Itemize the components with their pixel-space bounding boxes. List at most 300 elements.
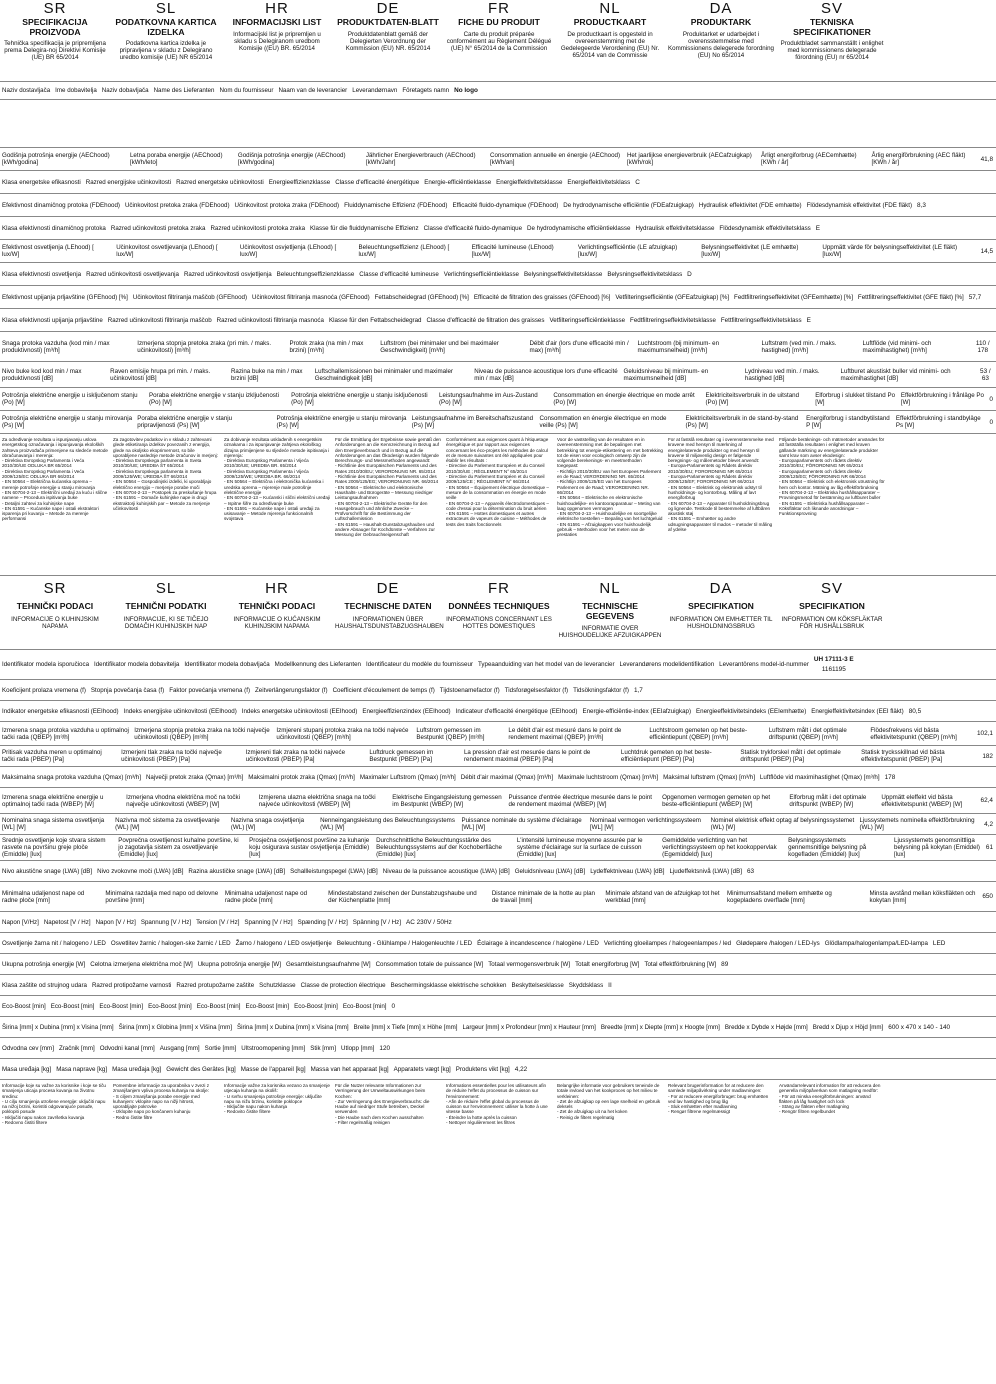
row-value: 8,3 [917,201,926,209]
row-label: Razred protupožarne zaštite [176,981,255,989]
top-header-col [666,0,777,81]
row-label: Consommation en énergie électrique en mode arrêt (Po) [W] [553,392,695,406]
column-subtitle: INFORMACIJE, KI SE TIČEJO DOMAČIH KUHINJSKIH NAP [123,615,209,630]
row-value: 89 [721,960,729,968]
row-label: Belysningseffektivitetsklasse [524,270,603,278]
column-subtitle: INFORMATIONS CONCERNANT LES HOTTES DOMESTIQUES [446,615,552,630]
row-label: Utlopp [mm] [341,1044,375,1052]
compliance-note: Für die Ermittlung der Ergebnisse sowie gemäß den Anforderungen an die Kennzeichnung in Bezug auf den Energieverbrauch und in Bezug auf die Anforderungen an das Ökodesign wurden folgende Berechnungs- und Messmethoden angewandt: - Richtlinie des Europäischen Parlaments und des Rates 2010/30/EU; VERORDNUNG NR. 65/2014 - Richtlinie des Europäischen Parlaments und des Rates 2009/125/EG; VERORDNUNG NR. 66/2014 - EN 50564 – Elektrische und elektronische Haushalts- und Bürogeräte – Messung niedriger Leistungsaufnahmen - EN 60704-2-13 – Elektrische Geräte für den Hausgebrauch und ähnliche Zwecke – Prüfvorschrift für die Bestimmung der Luftschallemission - EN 61591 – Haushalt-Dunstabzugshauben und andere Absauger für Kochdünste – Verfahren zur Messung der Gebrauchseigenschaft [335,437,441,538]
row-label: Leistungsaufnahme im Bereitschaftszustand (Ps) [W] [411,415,534,429]
table-row [0,722,996,746]
row-label: Energie-efficiëntieklasse [424,178,492,186]
row-label: Le débit d'air est mesuré dans le point de rendement maximal (QBEP) [m³/h] [508,726,622,741]
table-row [0,933,996,954]
row-label: Maximaler Luftstrom (Qmax) [m³/h] [359,773,456,781]
language-code: FR [488,580,510,597]
compliance-note: Za zagotovitev podatkov in v skladu z zahtevami glede etiketiranja izdelkov povezanih z energijo, glede na okoljsko ekoprimernost, so bile uporabljene naslednje metode izračunov in merjenj: - Direktiva Evropskega parlamenta in Sveta 2010/30/UE; UREDBA ŠT 65/2014 - Direktiva Evropskega parlamenta in Sveta 2009/125/WE; UREDBA ŠT 66/2014 - EN 50564 – Gospodinjski izdelki, ki uporabljajo električno energijo – merjenje porabe moči - EN 60704-2-13 – Postopek za preskušanje hrupa - EN 61591 – Domače kuhinjske nape in drugi ekstraktorji kuhinjskih par – Metode za merjenje učinkovitosti [113,437,218,511]
top-header-col [444,0,555,81]
row-label: Largeur [mm] x Profondeur [mm] x Hauteur [mm] [462,1023,596,1031]
value-column-spacer [888,1083,996,1176]
table-row [0,1059,996,1080]
user-info-note: Informations essentielles pour les utilisateurs afin de réduire l'effet du processus de cuisson sur l'environnement: - Afin de réduire l'effet global du processus de cuisson sur l'environnement: utiliser la hotte à une vitesse basse - Éteindre la hotte après la cuisson - Nettoyer régulièrement les filtres [446,1083,548,1126]
row-value-cell [931,940,948,947]
column-subtitle: INFORMATIE OVER HUISHOUDELIJKE AFZUIGKAPPEN [558,625,662,640]
row-value: 600 x 470 x 140 - 140 [888,1023,951,1031]
table-row [0,1038,996,1059]
row-value-cell [980,893,996,900]
row-label: Luchtstroom (bij minimum- en maximumsnelheid) [m³/h] [637,339,720,354]
user-info-note: Belangrijke informatie voor gebruikers teneinde de totale invloed van het kookproces op het milieu te verkleinen: - Zet de afzuigkap op een lage snelheid en gebruik deksels - Zet de afzuigkap uit na het koken - Reinig de filters regelmatig [557,1083,661,1120]
table-row [0,861,996,882]
row-label: Poraba električne energije v stanju pripravljenosti (Ps) [W] [137,415,233,429]
row-label: Širina [mm] x Globina [mm] x Višina [mm] [118,1023,232,1031]
row-label: Schallleistungspegel (LWA) [dB] [290,867,378,875]
row-label: Leverandørnavn [352,87,398,94]
table-row [0,680,996,701]
bottom-header-col [222,576,333,649]
row-label: Potrošnja električne energije u stanju mirovanja (Ps) [W] [276,415,407,429]
row-label: Consommation en énergie électrique en mode veille (Ps) [W] [539,415,667,429]
row-label: Efficacité lumineuse (LEhood) [lux/W] [471,244,554,258]
top-notes [0,434,996,576]
row-label: Elforbrug målt i det optimale driftspunkt (WBEP) [W] [789,793,867,808]
row-label: Minimumsafstand mellem emhætte og kogepladens overflade [mm] [726,889,832,904]
row-label: Breedte [mm] x Diepte [mm] x Hoogte [mm] [600,1023,720,1031]
table-row [0,263,996,286]
row-label: Tidsforøgelsesfaktor (f) [504,686,569,694]
language-code: HR [265,0,289,17]
row-value: 4,2 [984,820,993,828]
row-label: Naziv dobavljača [101,87,149,94]
row-label: Eco-Boost [min] [245,1002,290,1010]
row-label: Bredde x Dybde x Højde [mm] [724,1023,808,1031]
table-row [0,194,996,217]
row-label: Lydeffektniveau (LWA) [dB] [590,867,665,875]
row-label: Total effektförbrukning [W] [644,960,717,968]
column-subtitle: De productkaart is opgesteld in overeenstemming met de Gedelegeerde Verordening (EU) Nr. 65/2014 van de Commissie [560,30,660,60]
row-label: Mindestabstand zwischen der Dunstabzugshaube und der Küchenplatte [mm] [328,889,477,904]
row-label: Produktens vikt [kg] [455,1065,510,1073]
row-value-cell [390,1003,399,1010]
row-label: Classe d'efficacité énergétique [335,178,420,186]
row-label: Godišnja potrošnja energije (AEChood) [kWh/godina] [2,152,110,166]
column-title: TEHNIČKI PODACI [238,601,316,611]
compliance-note: Za određivanje rezultata u ispunjavanju uslova energetskog označavanja i ispunjavanja ekoloških zahteva proizvođača primenjene su sledeće metode obračunavanja i merenja: - Direktiva Evropskog Parlamenta i Veća 2010/30/UE ODLUKA BR 65/2014 - Direktiva Evropskog Parlamenta i Veća 2009/125/EC ODLUKA BR 66/2014 - EN 50564 – Električna kućanska oprema – merenje potrošnje energije u stanju mirovanja - EN 60704-2-13 – Električni uređaji za kuću i slične namene – Procedura ispitivanja buke - Detaljni zahtevi za kuhinjske nape - EN 61591 – Kućanske nape i ostali ekstraktori isparenja pri kuvanju – Metode za merenje performansi [2,437,108,522]
row-label: L'intensité lumineuse moyenne assurée par le système d'éclairage sur la surface de cuisson (Emiddle) [lux] [516,837,643,858]
compliance-note: Conformément aux exigences quant à l'étiquetage énergétique et par rapport aux exigences concernant les éco-projets les méthodes de calcul et de mesure suivantes ont été appliquées pour établir les résultats : - Directive du Parlement Européen et du Conseil 2010/30/UE ; RÈGLEMENT N° 65/2014 - Directive du Parlement Européen et du Conseil 2009/125/CE ; RÈGLEMENT N° 66/2014 - EN 50564 – Équipement électrique domestique – mesure de la consommation en énergie en mode veille - EN 60704-2-13 – Appareils électrodomestiques – code d'essai pour la détermination du bruit aérien - EN 61591 – Hottes domestiques et autres extracteurs de vapeurs de cuisine – Méthodes de tests des traits fonctionnels [446,437,549,527]
row-label: Luftflöde vid maximihastighet (Qmax) [m³/h] [759,773,880,781]
row-label: Skyddsklass [568,981,604,989]
row-label: Jährlicher Energieverbrauch (AEChood) [kWh/Jahr] [365,152,476,166]
row-value: 120 [379,1044,391,1052]
row-label: Gesamtleistungsaufnahme [W] [285,960,371,968]
row-label: Modellkennung des Lieferanten [274,661,361,668]
row-label: Leverantörens model-id-nummer [719,661,809,668]
row-label: Zeitverlängerungsfaktor (f) [255,686,328,694]
value-column-header [888,0,996,81]
row-label: Minsta avstånd mellan köksfläkten och kokytan [mm] [869,889,976,904]
user-info-note: Pomembne informacije za uporabnika v zvezi z zmanjšanjem vpliva procesa kuhanja na okolje: - S ciljem zmanjšanja porabe energije med kuhanjem: vklopite napo na nižji hitrosti, uporabljajte pokrovke - Izklopite napo po končanem kuhanju - Redno čistite filtre [113,1083,210,1120]
row-value-cell [632,687,646,694]
language-code: DE [376,0,400,17]
row-label: Energiforbrug i standbytilstand P [W] [806,415,890,429]
language-code: SL [155,0,177,17]
row-label: Vetfilteringsefficiëntie (GFEafzuigkap) [%] [615,293,730,301]
row-label: Ukupna potrošnja energije [W] [197,960,281,968]
row-label: Izmerjeni tlak zraka na točki največje učinkovitosti (PBEP) [Pa] [121,749,222,763]
top-header-col [222,0,333,81]
row-value: 62,4 [980,797,993,804]
row-label: Årlig energiförbrukning (AEC fläkt) [KWh / år] [871,152,966,166]
row-label: Stopnja povečanja časa (f) [90,686,165,694]
row-label: Celotna izmerjena električna moč [W] [90,960,193,968]
column-title: TEHNIČNI PODATKI [125,601,207,611]
row-label: Ausgang [mm] [159,1044,200,1052]
row-label: Eco-Boost [min] [294,1002,338,1010]
row-value-cell [907,708,924,715]
top-header-col [111,0,222,81]
row-value: 14,5 [980,247,994,255]
row-label: Pritisak vazduha meren u optimalnoj tački rada (PBEP) [Pa] [2,749,102,763]
row-value: 0 [989,418,993,426]
table-row [0,171,996,194]
row-label: Luchtstroom gemeten op het beste-efficiëntiepunt (QBEP) [m³/h] [649,726,748,741]
column-title: FICHE DU PRODUIT [458,17,540,27]
row-value: 80,5 [908,707,922,715]
row-label: Identifikator modela dobavljača [184,661,270,668]
row-label: Odvodna cev [mm] [2,1044,54,1052]
row-label: Razina akustičke snage (LWA) [dB] [188,867,286,875]
column-subtitle: INFORMATION OM EMHÆTTER TIL HUSHOLDNINGSBRUG [669,615,773,630]
row-value: II [608,981,612,989]
row-label: Največji pretok zraka (Qmax) [m³/h] [145,773,244,781]
bottom-header-col [555,576,666,649]
row-value: C [635,178,640,186]
row-value-secondary: 1161195 [821,666,846,673]
row-label: Faktor povećanja vremena (f) [169,686,251,694]
row-value: 57,7 [968,293,982,301]
row-label: Beschermingsklasse elektrische schokken [390,981,507,989]
row-label: Uppmätt eleffekt vid bästa effektivitetspunkt (WBEP) [W] [881,793,963,808]
row-label: Napon [V / Hz] [95,918,136,926]
row-label: Luftburet akustiskt buller vid minimi- och maximihastighet [dB] [840,367,951,382]
row-label: Classe de protection électrique [300,981,386,989]
row-label: Izmerena snaga protoka vazduha u optimalnoj tački rada (QBEP) [m³/h] [2,726,129,741]
row-value: 0 [989,395,993,403]
row-label: Učinkovitost osvjetljenja (LEhood) [ lux/W] [239,244,337,258]
row-label: Efektivnost osvetljenja (LEhood) [ lux/W] [2,244,94,258]
row-value: 102,1 [976,730,993,737]
row-label: Elforbrug i slukket tilstand Po [W] [815,392,896,406]
table-row [0,332,996,362]
row-label: Belysningseffektivitet (LE emhætte) [lux/W] [701,244,799,258]
row-label: Gemiddelde verlichting van het verlichtingssysteem op het kookoppervlak (Egemiddeld) [lux] [662,837,777,858]
column-title: TEHNIČKI PODACI [16,601,94,611]
row-label: Débit d'air (lors d'une efficacité min / max) [m³/h] [529,339,629,354]
top-data-table [0,82,996,148]
row-label: Efficacité de filtration des graisses (GFEhood) [%] [473,293,611,301]
table-row [0,650,996,680]
row-label: Schutzklasse [259,981,296,989]
compliance-note: For at fastslå resultater og i overensstemmelse med kravene med hensyn til mærkning af energirelaterede produkter og med hensyn til kravene til miljøvenlig design er følgende beregnings- og målemetoder blevet anvendt: - Europa-Parlamentets og Rådets direktiv 2010/30/EU; FORORDNING NR 65/2014 - Europa-Parlamentets og Rådets direktiv 2009/125/EF; FORORDNING NR 66/2014 - EN 50564 – Elektrisk og elektronisk udstyr til husholdnings- og kontorbrug. Måling af lavt energiforbrug - EN 60704-2-13 – Apparater til husholdningsbrug og lignende. Testkode til bestemmelse af luftbåren akustisk støj - EN 61591 – Emhætter og andre udsugningsapparater til mados – metoder til måling af ydelse [668,437,774,533]
row-label: Breite [mm] x Tiefe [mm] x Höhe [mm] [353,1023,458,1031]
row-label: Sortie [mm] [204,1044,237,1052]
table-row [0,996,996,1017]
row-label: Klasa efektivnosti dinamičnog protoka [2,224,106,232]
row-label: Učinkovitost filtriranja maščob (GFEhood) [132,293,248,301]
row-label: Hydraulisk effektivitet (FDE emhætte) [698,201,802,209]
row-label: Nominel elektrisk effekt optag af belysningssystemet (WL) [W] [710,817,855,831]
row-label: Niveau de puissance acoustique lors d'une efficacité min / max [dB] [474,367,618,382]
row-label: Luftdruck gemessen im Bestpunkt (PBEP) [Pa] [369,749,434,763]
row-label: Klasa energetske efikasnosti [2,178,81,186]
row-label: Minimalna udaljenost nape od radne ploče [mm] [224,889,308,904]
table-row [0,767,996,788]
row-label: Flödesdynamisk effektivitet (FDE fläkt) [806,201,913,209]
row-value: UH 17111-3 E [813,656,854,663]
row-label: Napetost [V / Hz] [43,918,91,926]
row-label: Spænding [V / Hz] [297,918,348,926]
row-label: Maximale luchtstroom (Qmax) [m³/h] [558,773,659,781]
bottom-header [0,576,996,650]
row-label: Energieffektivitetsklass [567,178,631,186]
row-value: No logo [454,87,478,94]
bottom-header-col [0,576,111,649]
row-label: Geluidsniveau (LWA) [dB] [514,867,586,875]
table-row [0,362,996,388]
row-label: Fettfiltreringseffektivitet (GFE fläkt) [%] [857,293,964,301]
row-label: Luchtdruk gemeten op het beste-efficiëntiepunt (PBEP) [Pa] [620,749,712,763]
row-value-cell [377,1045,393,1052]
language-code: SV [820,580,843,597]
column-title: SPECIFIKATION [799,601,865,611]
row-label: Ultstroomopening [mm] [241,1044,306,1052]
row-label: Flödesfrekvens vid bästa effektivitetspunkt (QBEP) [m³/h] [870,726,957,741]
row-label: Indeks energijske učinkovitosti (EEIhood) [123,707,237,715]
row-label: Eco-Boost [min] [2,1002,46,1010]
row-label: Indeks energetske učinkovitosti (EEIhood) [241,707,358,715]
table-row [0,148,996,171]
row-label: Lydniveau ved min. / maks. hastighed [dB] [744,367,820,382]
row-label: Fedtfiltreringseffektivitet (GFEemhætte) [%] [734,293,853,301]
bottom-parameter-rows [0,650,996,1080]
language-code: DE [376,580,400,597]
row-label: Ime dobavitelja [55,87,97,94]
row-label: Eco-Boost [min] [50,1002,95,1010]
row-label: Eco-Boost [min] [99,1002,144,1010]
row-label: Elektriciteitsverbruik in de stand-by-stand (Ps) [W] [685,415,799,429]
row-value: 110 / 178 [975,339,990,354]
row-label: Beleuchtung - Glühlampe / Halogenleuchte / LED [336,939,473,947]
row-value: LED [932,939,946,947]
row-label: Fluiddynamische Effizienz (FDEhood) [344,201,448,209]
row-label: Masa naprave [kg] [56,1065,108,1073]
column-subtitle: INFORMATIONEN ÜBER HAUSHALTSDUNSTABZUGSHAUBEN [335,615,444,630]
row-value: D [687,270,692,278]
table-row [0,286,996,309]
table-row [0,954,996,975]
row-label: Učinkovitost protoka zraka (FDEhood) [234,201,340,209]
row-label: Distance minimale de la hotte au plan de travail [mm] [491,889,595,904]
row-label: Consommation annuelle en énergie (AEChood) [kWh/an] [490,152,621,166]
row-value: AC 230V / 50Hz [405,918,452,926]
row-label: Maksimalni protok zraka (Qmax) [m³/h] [248,773,355,781]
row-label: Ljussystemets nominella effektförbrukning (WL) [W] [859,817,975,831]
row-label: Razred učinkovitosti pretoka zraka [110,224,206,232]
row-label: Fedtfiltreringseffektivitetsklasse [630,316,716,324]
row-label: Glødepære /halogen / LED-lys [736,939,820,947]
row-label: Energieeffektivitetsindeks (EEIemhætte) [696,707,807,715]
row-label: Maksimal luftstrøm (Qmax) [m³/h] [663,773,755,781]
row-label: Beskyttelsesklasse [511,981,564,989]
row-label: Opgenomen vermogen gemeten op het beste-efficiëntiepunt (WBEP) [W] [662,793,771,808]
language-code: NL [599,580,621,597]
column-title: TECHNISCHE DATEN [344,601,432,611]
row-label: Masse de l'appareil [kg] [240,1065,306,1073]
row-label: Maksimalna snaga protoka vazduha (Qmax) [m³/h] [2,773,141,781]
row-label: Energieffektivitetsindex (EEI fläkt) [811,707,904,715]
row-label: Srednje osvetljenje koje stvara sistem rasvete na površinu greje ploče (Emiddle) [lux] [2,837,106,858]
row-label: Name des Lieferanten [153,87,215,94]
row-label: Godišnja potrošnja energije (AEChood) [kWh/godina] [237,152,346,166]
row-label: Luftstrøm målt i det optimale driftspunkt (QBEP) [m³/h] [768,726,847,741]
row-value-cell [719,961,731,968]
row-label: Povprečna osvetljenost kuhalne površine, ki jo zagotavlja sistem za osvetljevanje (Emiddle) [lux] [118,837,239,858]
row-label: Effektförbrukning i standbyläge Ps [W] [895,415,981,429]
column-title: PRODUCTKAART [573,17,647,27]
row-label: Eco-Boost [min] [196,1002,241,1010]
row-label: Leistungsaufnahme im Aus-Zustand (Po) [W] [439,392,538,406]
row-label: Verlichtingsefficiëntieklasse [443,270,519,278]
row-label: Osvetlitev žarnic / halogen-ske žarnic / LED [110,939,231,947]
row-label: Energieffektivitetsklasse [496,178,563,186]
row-label: Razred protipožarne varnosti [91,981,172,989]
row-value-cell [606,982,615,989]
row-label: Efficacité fluido-dynamique (FDEhood) [452,201,559,209]
row-label: Učinkovitost osvetljevanja (LEhood) [ lux/W] [116,244,218,258]
table-row [0,788,996,814]
row-label: Ukupna potrošnja energije [W] [2,960,86,968]
row-value: 61 [985,844,993,851]
column-subtitle: Tehnička specifikacija je pripremljena prema Delegira-noj Direktivi Komisije (UE) BR 65/2014 [4,40,106,62]
row-value-cell [886,1024,953,1031]
row-label: Luftflöde (vid minimi- och maximihastighet) [m³/h] [862,339,932,354]
row-label: Vetfilteringsefficiëntieklasse [549,316,626,324]
compliance-note: Följande beräknings- och mätmetoder användes för att fastställa resultaten i enlighet med kraven gällande märkning av energirelaterade produkter samt krav som avser ekodesign: - Europaparlamentets och rådets direktiv 2010/30/EU; FÖRORDNING NR 65/2014 - Europaparlamentets och rådets direktiv 2009/125/EG; FÖRORDNING NR 66/2014 - EN 50564 – Elektrisk och elektronisk utrustning för hem och kontor. Mätning av låg effektförbrukning - EN 60704-2-13 – Elektriska hushållsapparater – Provningsmetod för bestämning av luftburet buller - EN 61591 – Elektriska hushållsapparater – Köksfläktar och liknande anordningar – Funktionsprovning [779,437,885,517]
table-row [0,912,996,933]
row-label: Luftstrøm (ved min. / maks. hastighed) [m³/h] [761,339,837,354]
row-label: Potrošnja električne energije u stanju mirovanja (Ps) [W] [2,415,133,429]
row-label: Koeficijent prolaza vremena (f) [2,686,86,694]
row-label: Indicateur d'efficacité énergétique (EEIhood) [455,707,578,715]
row-label: Durchschnittliche Beleuchtungsstärke des Beleuchtungssystems auf der Kochoberfläche (Emiddle) [lux] [376,837,502,858]
row-label: Classe d'efficacité lumineuse [359,270,439,278]
bottom-header-col [111,576,222,649]
row-label: Nazivna moč sistema za osvetljevanje (WL) [W] [115,817,220,831]
row-value-cell [404,919,455,926]
row-label: Nenneingangsleistung des Beleuchtungssystems (WL) [W] [320,817,455,831]
table-row [0,411,996,434]
row-label: Bredd x Djup x Höjd [mm] [812,1023,884,1031]
row-label: Minimalna razdalja med napo od delovne površine [mm] [105,889,219,904]
row-label: Belysningssystemets gennemsnitlige belysning på kogefladen (Emiddel) [lux] [788,837,867,858]
row-label: Zračnik [mm] [58,1044,95,1052]
row-label: Izmerjena vhodna električna moč na točki največje učinkovitosti (WBEP) [W] [126,793,240,808]
language-code: SL [155,580,177,597]
row-label: Classe d'efficacité fluido-dynamique [423,224,523,232]
row-label: Snaga protoka vazduha (kod min / max produktivnosti) [m³/h] [2,339,110,354]
row-label: Niveau de la puissance acoustique (LWA) [dB] [382,867,510,875]
row-label: Izmjerena ulazna električna snaga na točki najveće učinkovitosti (WBEP) [W] [258,793,376,808]
table-row [0,701,996,722]
row-label: Širina [mm] x Dubina [mm] x Visina [mm] [2,1023,114,1031]
row-label: Učinkovitost filtriranja masnoća (GFEhood) [252,293,370,301]
row-label: Ljudeffektsnivå (LWA) [dB] [669,867,742,875]
row-label: Leverandørens modelidentifikation [619,661,715,668]
top-header-col [0,0,111,81]
table-row [0,1017,996,1038]
table-row [0,882,996,912]
table-row [0,388,996,411]
row-label: De hydrodynamische efficiëntie (FDEafzuigkap) [563,201,694,209]
row-value: 182 [982,752,993,760]
row-value: 4,22 [514,1065,528,1073]
column-subtitle: Informacijski list je pripremljen u skladu s Delegiranom uredbom Komisije ((EU) BR. 65/2014 [233,30,321,52]
row-value: 53 / 63 [980,367,991,382]
row-label: Razred učinkovitosti osvetljevanja [86,270,179,278]
bottom-header-col [666,576,777,649]
row-label: Tidsökningsfaktor (f) [573,686,629,694]
row-label: Årligt energiforbrug (AECemhætte) [KWh / år] [761,152,857,166]
row-label: Naziv dostavljača [2,87,51,94]
row-label: Učinkovitost pretoka zraka (FDEhood) [124,201,230,209]
row-label: Het jaarlijkse energieverbruik (AECafzuigkap) [kWh/rok] [626,152,752,166]
column-subtitle: Produktarket er udarbejdet i overensstemmelse med Kommissionens delegerede forordning (EU) No 65/2014 [668,30,774,60]
row-label: Glödlampa/halogenlampa/LED-lampa [824,939,928,947]
row-label: Elektrische Eingangsleistung gemessen im Bestpunkt (WBEP) [W] [392,793,502,808]
value-column-spacer [888,437,996,575]
row-label: Uppmätt värde för belysningseffektivitet (LE fläkt) [lux/W] [822,244,958,258]
row-label: Consommation totale de puissance [W] [375,960,484,968]
row-label: Luftschallemissionen bei minimaler und maximaler Geschwindigkeit [dB] [314,367,453,382]
row-label: Prosječna osvjetljenost površine za kuhanje koju osigurava sustav osvjetljenja (Emiddle) [lux] [249,837,370,858]
row-value-cell [975,730,996,737]
row-value: 650 [982,893,993,900]
row-label: Osvetljenje žarna nit / halogeno / LED [2,939,106,947]
row-label: Poraba električne energije v stanju izključenosti (Po) [W] [148,392,279,406]
row-label: Hydraulisk effektivitetsklasse [635,224,715,232]
row-value-cell [812,656,857,673]
table-row [0,82,996,100]
column-subtitle: Carte du produit préparée conformément au Règlement Délégué (UE) N° 65/2014 de la Commission [446,30,552,52]
row-label: Izmerjena stopnja pretoka zraka na točki največje učinkovitosti (QBEP) [m³/h] [134,726,270,741]
top-header [0,0,996,82]
row-value: E [815,224,821,232]
row-label: Nivo buke kod kod min / max produktivnosti [dB] [2,367,82,382]
row-label: Naam van de leverancier [278,87,348,94]
column-title: DONNÉES TECHNIQUES [448,601,550,611]
row-label: Luftstrom gemessen im Bestpunkt (QBEP) [m³/h] [416,726,485,741]
row-label: Razina buke na min / max brzini [dB] [230,367,303,382]
row-label: Izmerjena stopnja pretoka zraka (pri min. / maks. učinkovitosti) [m³/h] [137,339,272,354]
row-label: Statisk trycksskillnad vid bästa effektivitetspunkt (PBEP) [Pa] [861,749,945,763]
row-label: Massa van het apparaat [kg] [310,1065,389,1073]
row-label: Ljussystemets genomsnittliga belysning på kokytan (Emiddel) [lux] [894,837,980,858]
row-value-cell [984,844,996,851]
row-value-cell [979,797,996,804]
user-info-note: Informacije važne za korisnika vezano za smanjenje utjecaja kuhanja na okoliš: - U svrhu smanjenja potrošnje energije: uključite napu na nižu brzinu, koristite poklopce - Isključite napu nakon kuhanja - Redovito čistite filtere [224,1083,330,1115]
row-label: Tension [V / Hz] [196,918,240,926]
